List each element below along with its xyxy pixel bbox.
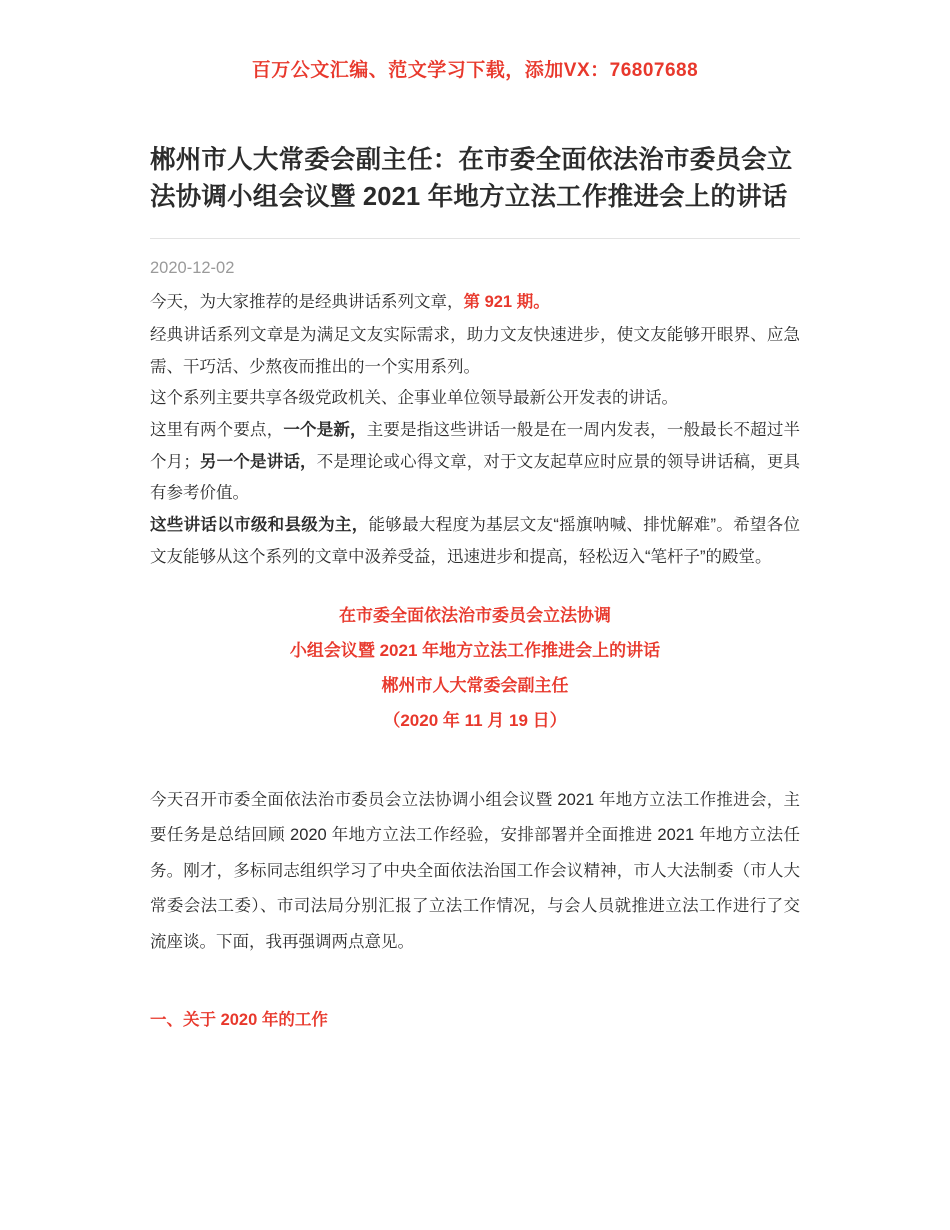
speech-date: （2020 年 11 月 19 日）	[383, 710, 567, 730]
intro-point-two: 另一个是讲话，	[199, 452, 317, 471]
promo-banner: 百万公文汇编、范文学习下载，添加VX：76807688	[251, 60, 699, 81]
intro-text-1: 今天，为大家推荐的是	[150, 293, 315, 312]
intro-emphasis: 这些讲话以市级和县级为主，	[150, 515, 369, 534]
intro-text-7: 能够最大程度为基层文友“摇旗呐喊、排忧解难”。希望各位文友能够从这个系列的文章中汲养受益，迅速进步和提高，轻松迈入“笔杆子”的殿堂。	[150, 515, 800, 566]
body-paragraph-1: 今天召开市委全面依法治市委员会立法协调小组会议暨 2021 年地方立法工作推进会，主要任务是总结回顾 2020 年地方立法工作经验，安排部署并全面推进 2021 年地方立法任务。刚才，多标同志组织学习了中央全面依法治国工作会议精神，市人大法制委（市人大常委会法工委）、市司法局分别汇报了立法工作情况，与会人员就推进立法工作进行了交流座谈。下面，我再强调两点意见。	[150, 790, 800, 951]
document-content	[150, 86, 800, 1037]
intro-text-5: 主要是指这些讲话一般是在一周内发表，一般最长不超过半个月；	[150, 420, 801, 471]
intro-paragraph-1	[150, 286, 800, 319]
page-title: 郴州市人大常委会副主任：在市委全面依法治市委员会立法协调小组会议暨 2021 年地方立法工作推进会上的讲话	[150, 146, 793, 211]
section-heading-1: 一、关于 2020 年的工作	[150, 1011, 328, 1030]
speech-headline-line-1: 在市委全面依法治市委员会立法协调	[339, 606, 611, 626]
speech-headline-block	[150, 599, 800, 738]
intro-text-2: 系列文章，	[381, 293, 464, 312]
intro-point-one: 一个是新，	[283, 420, 367, 439]
intro-series-name-2: 经典讲话	[150, 324, 217, 344]
speech-speaker-title: 郴州市人大常委会副主任	[381, 676, 569, 696]
intro-paragraph-4	[150, 415, 800, 510]
intro-text-3: 系列文章是为满足文友实际需求，助力文友快速进步，使文友能够开眼界、应急需、干巧活、少熬夜而推出的一个实用系列。	[150, 325, 801, 376]
intro-text-6: 不是理论或心得文章，对于文友起草应时应景的领导讲话稿，更具有参考价值。	[150, 452, 801, 503]
speech-headline-line-2: 小组会议暨 2021 年地方立法工作推进会上的讲话	[289, 641, 661, 661]
title-divider	[150, 238, 800, 239]
intro-paragraph-5	[150, 510, 800, 573]
intro-series-name-1: 经典讲话	[315, 292, 381, 312]
intro-text-4: 这里有两个要点，	[150, 420, 284, 439]
intro-paragraph-2	[150, 319, 800, 383]
publish-date: 2020-12-02	[150, 258, 235, 277]
speech-body	[150, 783, 800, 960]
intro-issue-number: 第 921 期。	[463, 293, 550, 312]
intro-paragraph-3: 这个系列主要共享各级党政机关、企事业单位领导最新公开发表的讲话。	[150, 389, 678, 408]
